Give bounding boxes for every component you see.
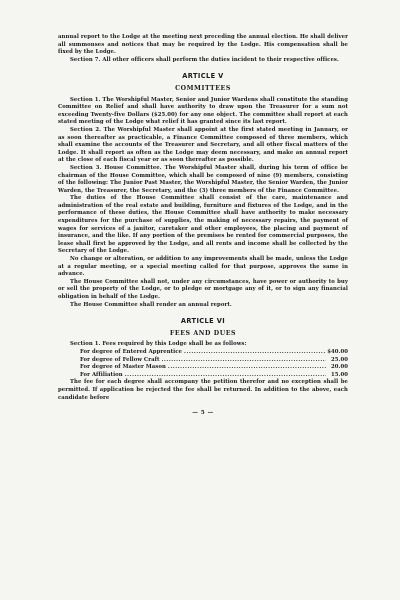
house-committee-alterations: No change or alteration, or addition to any improvements shall be made, unless the Lodge at a regular meeting, or a special meeting called for that purpose, approves the same in advance. xyxy=(58,256,348,278)
fee-row xyxy=(58,364,348,372)
section-7-paragraph: Section 7. All other officers shall perform the duties incident to their respective offices. xyxy=(70,56,339,63)
page-content xyxy=(58,34,348,418)
fee-amount: 20.00 xyxy=(331,364,348,371)
committees-section-2: Section 2. The Worshipful Master shall appoint at the first stated meeting in January, or as soon thereafter as practicable, a Finance Committee composed of three members, which shall examine the accounts of the Treasurer and Secretary, and all other fiscal matters of the Lodge. It shall report as often as the Lodge may deem necessary, and make an annual report at the close of each fiscal year or as soon thereafter as possible. xyxy=(58,126,348,164)
fee-row xyxy=(58,357,348,365)
house-committee-restrictions: The House Committee shall not, under any circumstances, have power or authority to buy or sell the property of the Lodge, or to pledge or mortgage any of it, or to sign any financial obligation in behalf of the Lodge. xyxy=(58,278,348,300)
fee-amount: 15.00 xyxy=(331,371,348,378)
page-number: — 5 — xyxy=(192,410,214,417)
fee-row xyxy=(58,372,348,380)
fee-label: For degree of Fellow Craft xyxy=(80,356,160,363)
fees-section-1: Section 1. Fees required by this Lodge shall be as follows: xyxy=(70,341,247,348)
dot-leader xyxy=(184,349,325,357)
dot-leader xyxy=(125,372,326,380)
fees-closing-paragraph: The fee for each degree shall accompany the petition therefor and no exception shall be permitted. If application be rejected the fee shall be returned. In addition to the above, each candidate before xyxy=(58,379,348,401)
article-vi-heading: ARTICLE VI xyxy=(180,317,226,326)
intro-paragraph: annual report to the Lodge at the meeting next preceding the annual election. He shall deliver all summonses and notices that may be required by the Lodge. His compensation shall be fixed by the Lodge. xyxy=(58,34,348,56)
article-v-heading: ARTICLE V xyxy=(182,72,224,81)
fee-label: For degree of Master Mason xyxy=(80,364,166,371)
fee-label: For degree of Entered Apprentice xyxy=(80,348,183,355)
house-committee-duties: The duties of the House Committee shall consist of the care, maintenance and administration of the real estate and building, furniture and fixtures of the Lodge, and in the performance of these duties, the House Committee shall have authority to make necessary expenditures for the purchase of supplies, the making of necessary repairs, the payment of wages for services of a janitor, caretaker and other employees, the placing and payment of insurance, and the like. If any portion of the premises be rented for commercial purposes, the lease shall first be approved by the Lodge, and all rents and income shall be collected by the Secretary of the Lodge. xyxy=(58,195,348,255)
fee-row xyxy=(58,349,348,357)
fee-amount: 25.00 xyxy=(331,356,348,363)
committees-section-3: Section 3. House Committee. The Worshipful Master shall, during his term of office be chairman of the House Committee, which shall be composed of nine (9) members, consisting of the following: The Junior Past Master, the Worshipful Master, the Senior Warden, the Junior Warden, the Treasurer, the Secretary, and the (3) three members of the Finance Committee. xyxy=(58,164,348,194)
fee-label: For Affiliation xyxy=(80,371,123,378)
dot-leader xyxy=(168,364,326,372)
committees-section-1: Section 1. The Worshipful Master, Senior and Junior Wardens shall constitute the standing Committee on Relief and shall have authority to draw upon the Treasurer for a sum not exceeding Twenty-five Dollars ($25.00) for any one object. The committee shall report at each stated meeting of the Lodge what relief it has granted since its last report. xyxy=(58,96,348,126)
fees-and-dues-heading: FEES AND DUES xyxy=(169,329,237,337)
committees-heading: COMMITTEES xyxy=(175,84,231,92)
dot-leader xyxy=(162,357,327,365)
house-committee-report: The House Committee shall render an annual report. xyxy=(70,301,232,308)
fee-amount: $40.00 xyxy=(327,348,348,355)
